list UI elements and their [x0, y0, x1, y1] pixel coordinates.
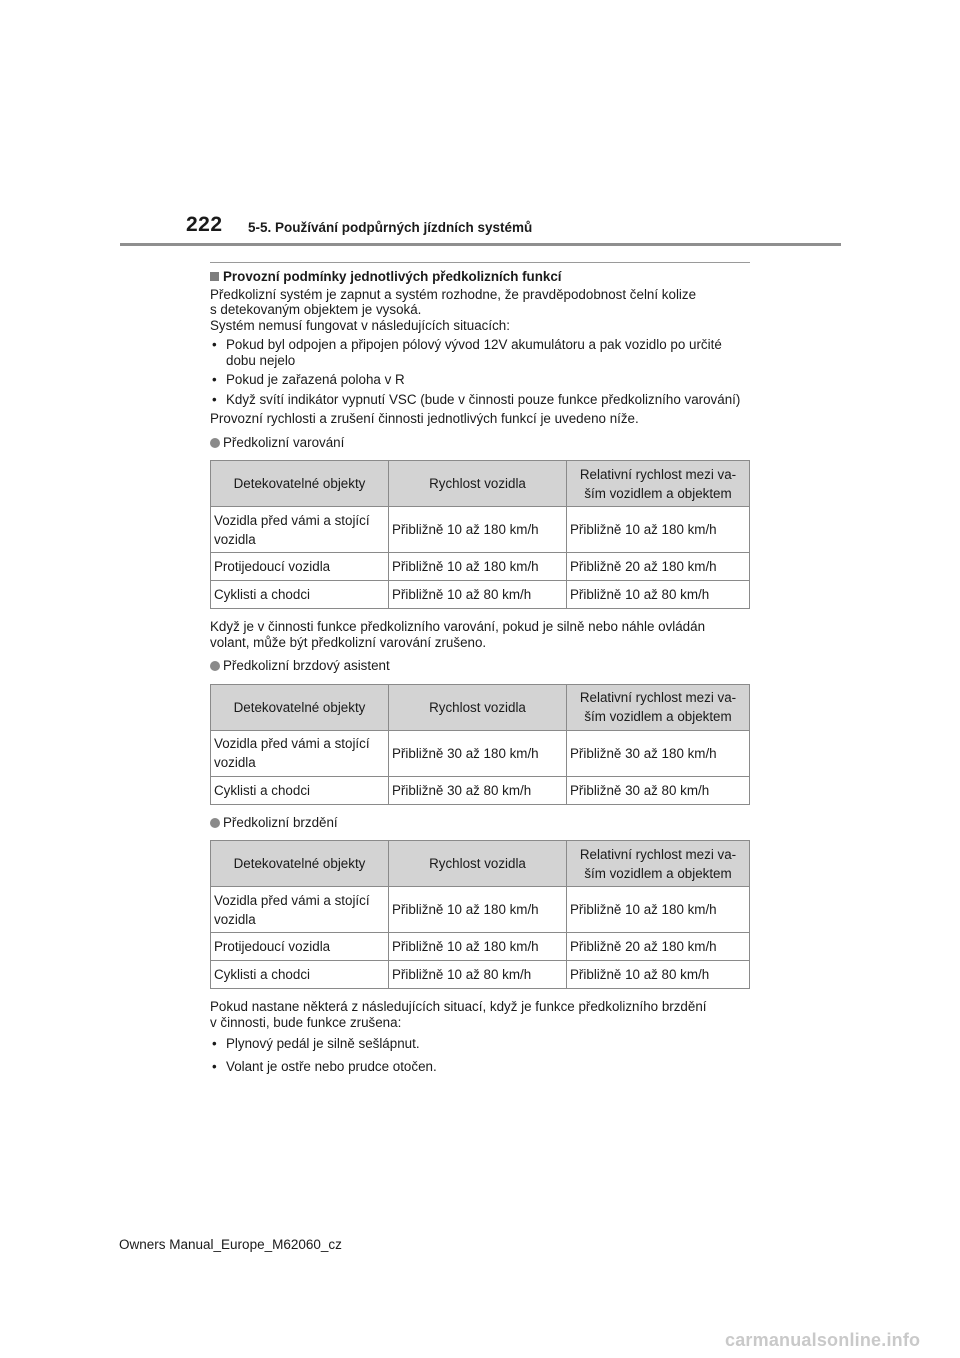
- list-item: • Plynový pedál je silně sešlápnut.: [210, 1036, 750, 1052]
- table-cell: Přibližně 10 až 80 km/h: [567, 961, 750, 989]
- section-heading-text: Provozní podmínky jednotlivých předkolizních funkcí: [223, 269, 562, 284]
- column-header: Relativní rychlost mezi va- ším vozidlem a objektem: [567, 461, 750, 507]
- table-cell: Přibližně 10 až 180 km/h: [389, 887, 567, 933]
- column-header: Relativní rychlost mezi va- ším vozidlem a objektem: [567, 684, 750, 730]
- table-cell: Přibližně 10 až 180 km/h: [389, 553, 567, 581]
- table-cell: Přibližně 10 až 80 km/h: [567, 581, 750, 609]
- table-row: [211, 961, 750, 989]
- table-row: [211, 887, 750, 933]
- table-cell: Přibližně 30 až 180 km/h: [567, 730, 750, 776]
- table-row: [211, 776, 750, 804]
- conditions-list: [210, 337, 750, 407]
- column-header: Detekovatelné objekty: [211, 461, 389, 507]
- intro-line-1: Předkolizní systém je zapnut a systém rozhodne, že pravděpodobnost čelní kolize: [210, 286, 697, 302]
- header-rule: [120, 243, 841, 246]
- table-row: [211, 933, 750, 961]
- intro-paragraph: [210, 287, 750, 318]
- list-item: • Volant je ostře nebo prudce otočen.: [210, 1059, 750, 1075]
- brake-assist-heading: [210, 658, 750, 674]
- table-cell: Přibližně 20 až 180 km/h: [567, 933, 750, 961]
- column-header: Rychlost vozidla: [389, 841, 567, 887]
- column-header: Relativní rychlost mezi va- ším vozidlem a objektem: [567, 841, 750, 887]
- table-cell: Přibližně 10 až 180 km/h: [567, 507, 750, 553]
- braking-heading-text: Předkolizní brzdění: [223, 814, 338, 830]
- table-cell: Přibližně 10 až 180 km/h: [567, 887, 750, 933]
- warning-note: Když je v činnosti funkce předkolizního varování, pokud je silně nebo náhle ovládán volant, může být předkolizní varování zrušeno.: [210, 619, 706, 650]
- table-cell: Přibližně 20 až 180 km/h: [567, 553, 750, 581]
- table-cell: Přibližně 10 až 180 km/h: [389, 933, 567, 961]
- braking-note: Pokud nastane některá z následujících situací, když je funkce předkolizního brzdění v činnosti, bude funkce zrušena:: [210, 999, 707, 1030]
- section-heading: [210, 269, 750, 285]
- table-cell: Protijedoucí vozidla: [211, 553, 389, 581]
- braking-table: [210, 840, 750, 989]
- table-row: [211, 553, 750, 581]
- list-item: • Pokud je zařazená poloha v R: [210, 372, 750, 388]
- column-header: Rychlost vozidla: [389, 684, 567, 730]
- page-number: 222: [186, 213, 223, 236]
- intro-paragraph-2: Systém nemusí fungovat v následujících situacích:: [210, 317, 510, 333]
- footer-text: Owners Manual_Europe_M62060_cz: [119, 1237, 342, 1252]
- table-row: [211, 581, 750, 609]
- table-cell: Přibližně 10 až 180 km/h: [389, 507, 567, 553]
- table-header-row: [211, 841, 750, 887]
- table-cell: Vozidla před vámi a stojící vozidla: [211, 887, 389, 933]
- table-cell: Cyklisti a chodci: [211, 961, 389, 989]
- circle-bullet-icon: [210, 818, 220, 828]
- warning-heading-text: Předkolizní varování: [223, 434, 345, 450]
- table-cell: Přibližně 10 až 80 km/h: [389, 581, 567, 609]
- table-row: [211, 507, 750, 553]
- braking-heading: [210, 815, 750, 831]
- watermark: carmanualsonline.info: [725, 1330, 921, 1350]
- table-header-row: [211, 684, 750, 730]
- table-cell: Protijedoucí vozidla: [211, 933, 389, 961]
- circle-bullet-icon: [210, 661, 220, 671]
- intro-paragraph-3: Provozní rychlosti a zrušení činnosti jednotlivých funkcí je uvedeno níže.: [210, 411, 639, 426]
- warning-table: [210, 460, 750, 609]
- column-header: Detekovatelné objekty: [211, 841, 389, 887]
- table-cell: Cyklisti a chodci: [211, 776, 389, 804]
- column-header: Detekovatelné objekty: [211, 684, 389, 730]
- section-divider: [210, 262, 750, 263]
- table-header-row: [211, 461, 750, 507]
- list-item: • Pokud byl odpojen a připojen pólový vývod 12V akumulátoru a pak vozidlo po určité dobu nejelo: [210, 337, 750, 368]
- table-cell: Přibližně 10 až 80 km/h: [389, 961, 567, 989]
- cancel-conditions-list: [210, 1036, 750, 1074]
- circle-bullet-icon: [210, 438, 220, 448]
- square-bullet-icon: [210, 272, 219, 281]
- table-cell: Přibližně 30 až 180 km/h: [389, 730, 567, 776]
- table-cell: Vozidla před vámi a stojící vozidla: [211, 507, 389, 553]
- table-cell: Přibližně 30 až 80 km/h: [567, 776, 750, 804]
- table-cell: Vozidla před vámi a stojící vozidla: [211, 730, 389, 776]
- section-title: 5-5. Používání podpůrných jízdních systémů: [248, 220, 533, 235]
- brake-assist-heading-text: Předkolizní brzdový asistent: [223, 658, 390, 673]
- main-content: [210, 262, 750, 1078]
- list-item: • Když svítí indikátor vypnutí VSC (bude v činnosti pouze funkce předkolizního varování): [210, 392, 750, 408]
- brake-assist-table: [210, 684, 750, 805]
- table-cell: Přibližně 30 až 80 km/h: [389, 776, 567, 804]
- table-cell: Cyklisti a chodci: [211, 581, 389, 609]
- table-row: [211, 730, 750, 776]
- column-header: Rychlost vozidla: [389, 461, 567, 507]
- intro-line-2: s detekovaným objektem je vysoká.: [210, 302, 422, 317]
- warning-heading: [210, 435, 750, 451]
